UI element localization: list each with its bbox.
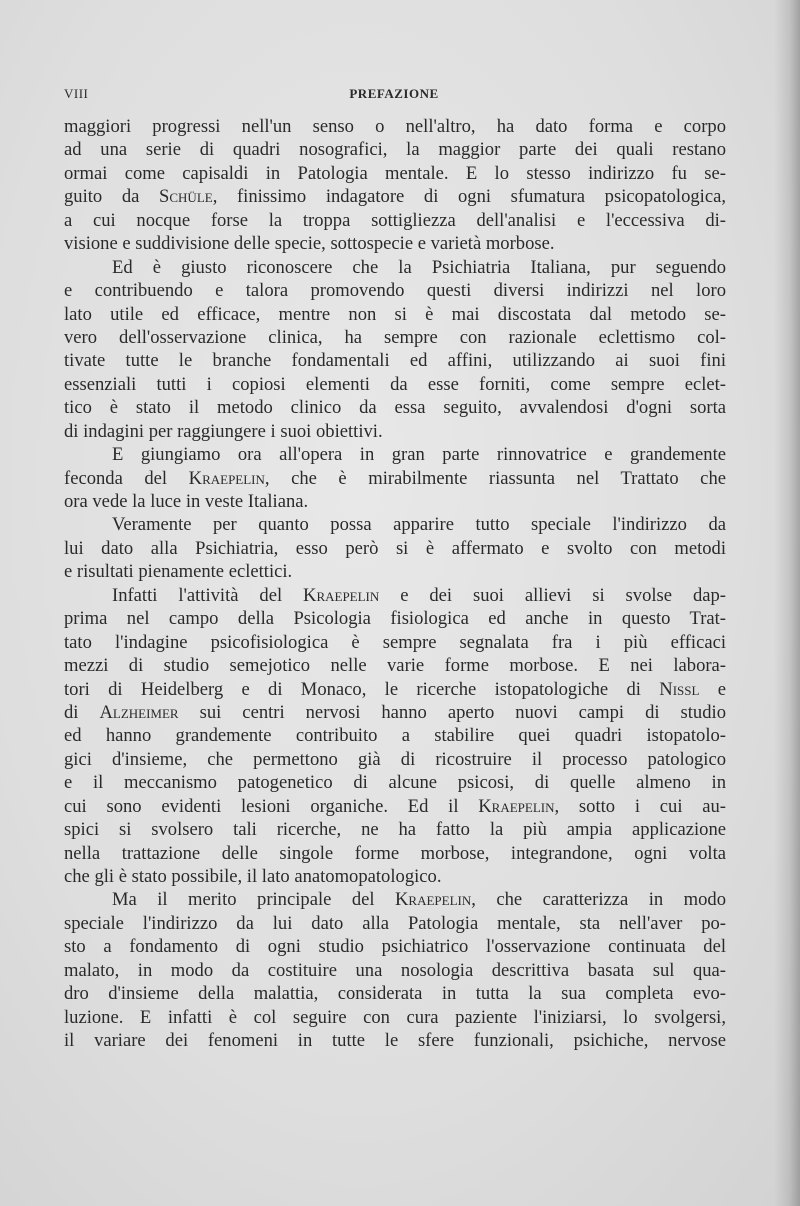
text-line: e contribuendo e talora promovendo questi diversi indirizzi nel loro <box>64 280 726 302</box>
text-line: Ma il merito principale del Kraepelin, che caratterizza in modo <box>112 889 726 911</box>
author-name: Kraepelin <box>478 795 555 817</box>
running-title: PREFAZIONE <box>349 86 439 101</box>
text-line: lato utile ed efficace, mentre non si è mai discostata dal metodo se- <box>64 303 726 325</box>
text-line: il variare dei fenomeni in tutte le sfere funzionali, psichiche, nervose <box>64 1030 726 1052</box>
text-line: Ed è giusto riconoscere che la Psichiatria Italiana, pur seguendo <box>112 256 726 278</box>
author-name: Kraepelin <box>188 467 265 489</box>
text-line: prima nel campo della Psicologia fisiologica ed anche in questo Trat- <box>64 608 726 630</box>
text-line: maggiori progressi nell'un senso o nell'altro, ha dato forma e corpo <box>64 116 726 137</box>
text-line: ormai come capisaldi in Patologia mentale. E lo stesso indirizzo fu se- <box>64 162 726 184</box>
author-name: Kraepelin <box>395 889 472 911</box>
text-line: essenziali tutti i copiosi elementi da esse forniti, come sempre eclet- <box>64 373 726 395</box>
text-line: e il meccanismo patogenetico di alcune psicosi, di quelle almeno in <box>64 772 726 794</box>
text-line: tico è stato il metodo clinico da essa seguito, avvalendosi d'ogni sorta <box>64 397 726 419</box>
author-name: Alzheimer <box>99 701 179 723</box>
text-line: dro d'insieme della malattia, considerata in tutta la sua completa evo- <box>64 983 726 1005</box>
body-text <box>64 115 726 1053</box>
text-line: speciale l'indirizzo da lui dato alla Patologia mentale, sta nell'aver po- <box>64 912 726 934</box>
author-name: Kraepelin <box>303 584 380 606</box>
page-header <box>64 86 724 108</box>
author-name: Schüle <box>159 186 213 208</box>
text-line: visione e suddivisione delle specie, sottospecie e varietà morbose. <box>64 233 555 255</box>
text-line: cui sono evidenti lesioni organiche. Ed il Kraepelin, sotto i cui au- <box>64 795 726 817</box>
text-line: tori di Heidelberg e di Monaco, le ricerche istopatologiche di Nissl e <box>64 678 726 700</box>
text-line: gici d'insieme, che permettono già di ricostruire il processo patologico <box>64 748 726 770</box>
text-line: luzione. E infatti è col seguire con cura paziente l'iniziarsi, lo svolgersi, <box>64 1006 726 1028</box>
text-line: vero dell'osservazione clinica, ha sempre con razionale eclettismo col- <box>64 326 726 348</box>
text-line: malato, in modo da costituire una nosologia descrittiva basata sul qua- <box>64 959 726 981</box>
text-line: lui dato alla Psichiatria, esso però si è affermato e svolto con metodi <box>64 537 726 559</box>
text-line: E giungiamo ora all'opera in gran parte rinnovatrice e grandemente <box>112 444 726 466</box>
text-line: a cui nocque forse la troppa sottigliezza dell'analisi e l'eccessiva di- <box>64 209 726 231</box>
text-line: guito da Schüle, finissimo indagatore di ogni sfumatura psicopatologica, <box>64 186 726 208</box>
text-line: di indagini per raggiungere i suoi obiettivi. <box>64 420 383 442</box>
text-line: ora vede la luce in veste Italiana. <box>64 491 309 512</box>
text-line: spici si svolsero tali ricerche, ne ha fatto la più ampia applicazione <box>64 819 726 841</box>
text-line: Veramente per quanto possa apparire tutto speciale l'indirizzo da <box>112 514 726 536</box>
text-line: mezzi di studio semejotico nelle varie forme morbose. E nei labora- <box>64 655 726 677</box>
page-number: VIII <box>64 86 89 101</box>
text-line: tato l'indagine psicofisiologica è sempre segnalata fra i più efficaci <box>64 631 726 653</box>
text-line: ad una serie di quadri nosografici, la maggior parte dei quali restano <box>64 139 726 161</box>
text-line: sto a fondamento di ogni studio psichiatrico l'osservazione continuata del <box>64 936 726 958</box>
text-line: nella trattazione delle singole forme morbose, integrandone, ogni volta <box>64 842 726 864</box>
text-line: ed hanno grandemente contribuito a stabilire quei quadri istopatolo- <box>64 725 726 747</box>
author-name: Nissl <box>659 678 700 700</box>
text-line: e risultati pienamente eclettici. <box>64 561 293 583</box>
text-line: feconda del Kraepelin, che è mirabilmente riassunta nel Trattato che <box>64 467 726 489</box>
text-line: Infatti l'attività del Kraepelin e dei suoi allievi si svolse dap- <box>112 584 726 606</box>
text-line: di Alzheimer sui centri nervosi hanno aperto nuovi campi di studio <box>64 701 726 723</box>
page-shadow <box>774 0 800 1206</box>
text-line: che gli è stato possibile, il lato anatomopatologico. <box>64 866 442 887</box>
text-line: tivate tutte le branche fondamentali ed affini, utilizzando ai suoi fini <box>64 350 726 372</box>
